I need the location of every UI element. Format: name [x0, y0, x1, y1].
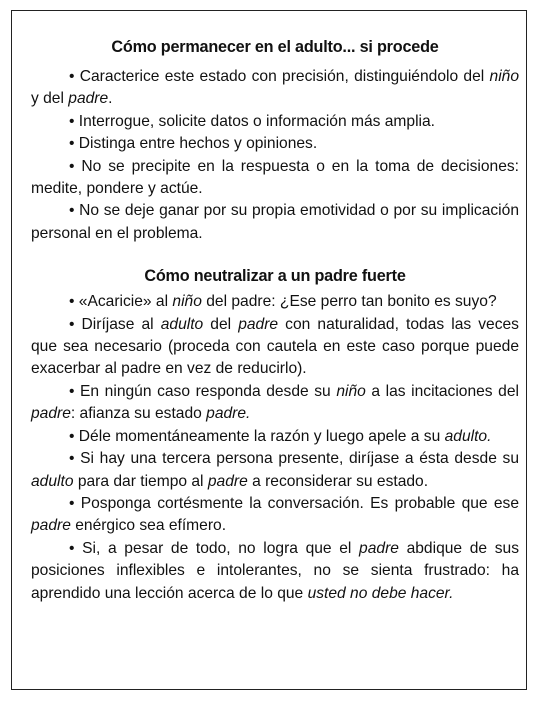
section2-item [31, 426, 519, 448]
text-run: a reconsiderar su estado. [247, 472, 429, 490]
text-run: enérgico sea efímero. [70, 517, 227, 535]
text-run: del [203, 315, 239, 333]
text-run: adulto [31, 472, 74, 490]
text-run: abdique de sus posiciones inflexibles e intolerantes, no se sienta frustrado: ha aprendido una lección acerca de lo que [31, 539, 519, 602]
text-run: • En ningún caso responda desde su [69, 382, 337, 400]
section2-item [31, 448, 519, 493]
section2-item [31, 314, 519, 381]
section2-item [31, 291, 519, 313]
section2-item [31, 493, 519, 538]
text-run: • Caracterice este estado con precisión, distinguiéndolo del [69, 68, 490, 85]
text-run: padre [359, 539, 399, 557]
section1-item [31, 200, 519, 245]
text-run: padre [31, 517, 71, 535]
text-run: • Déle momentáneamente la razón y luego apele a su [69, 427, 445, 445]
text-run: padre [207, 472, 248, 490]
text-run: • Distinga entre hechos y opiniones. [69, 135, 318, 153]
text-run: para dar tiempo al [73, 472, 208, 490]
section1-item [31, 133, 519, 155]
text-run: padre [238, 315, 279, 333]
text-run: • Si hay una tercera persona presente, diríjase a ésta desde su [69, 450, 519, 468]
text-run: padre [31, 405, 71, 423]
text-run: • No se deje ganar por su propia emotividad o por su implicación personal en el problema. [31, 202, 519, 242]
text-run: padre [68, 90, 109, 108]
text-run: adulto [160, 315, 204, 333]
text-run: niño [489, 68, 519, 85]
section2-item [31, 538, 519, 605]
text-run: a las incitaciones del [365, 382, 519, 400]
section1-title: Cómo permanecer en el adulto... si procede [111, 38, 439, 56]
text-run: padre. [206, 405, 251, 423]
document-body [31, 36, 519, 605]
section2-items [31, 291, 519, 605]
text-run: • Diríjase al [69, 315, 161, 333]
text-run: . [108, 90, 113, 108]
section1-item [31, 111, 519, 133]
text-run: • Posponga cortésmente la conversación. Es probable que ese [69, 494, 519, 512]
text-run: usted no debe hacer. [307, 584, 454, 602]
text-run: • Interrogue, solicite datos o información más amplia. [69, 112, 436, 130]
section1-items [31, 66, 519, 245]
section2-title: Cómo neutralizar a un padre fuerte [144, 267, 406, 286]
text-run: niño [172, 293, 202, 311]
text-run: niño [336, 382, 366, 400]
section1-item [31, 66, 519, 111]
text-run: • «Acaricie» al [69, 293, 173, 311]
text-run: adulto. [444, 427, 492, 445]
text-run: • Si, a pesar de todo, no logra que el [69, 539, 360, 557]
text-run: : afianza su estado [70, 405, 207, 423]
text-run: y del [31, 90, 69, 108]
text-run: • No se precipite en la respuesta o en la toma de decisiones: medite, pondere y actúe. [31, 157, 519, 198]
section1-item [31, 156, 519, 201]
text-run: con naturalidad, todas las veces que sea necesario (proceda con cautela en este caso porque puede exacerbar al padre en vez de reducirlo). [31, 315, 519, 378]
text-run: del padre: ¿Ese perro tan bonito es suyo? [201, 293, 497, 311]
section2-item [31, 381, 519, 426]
